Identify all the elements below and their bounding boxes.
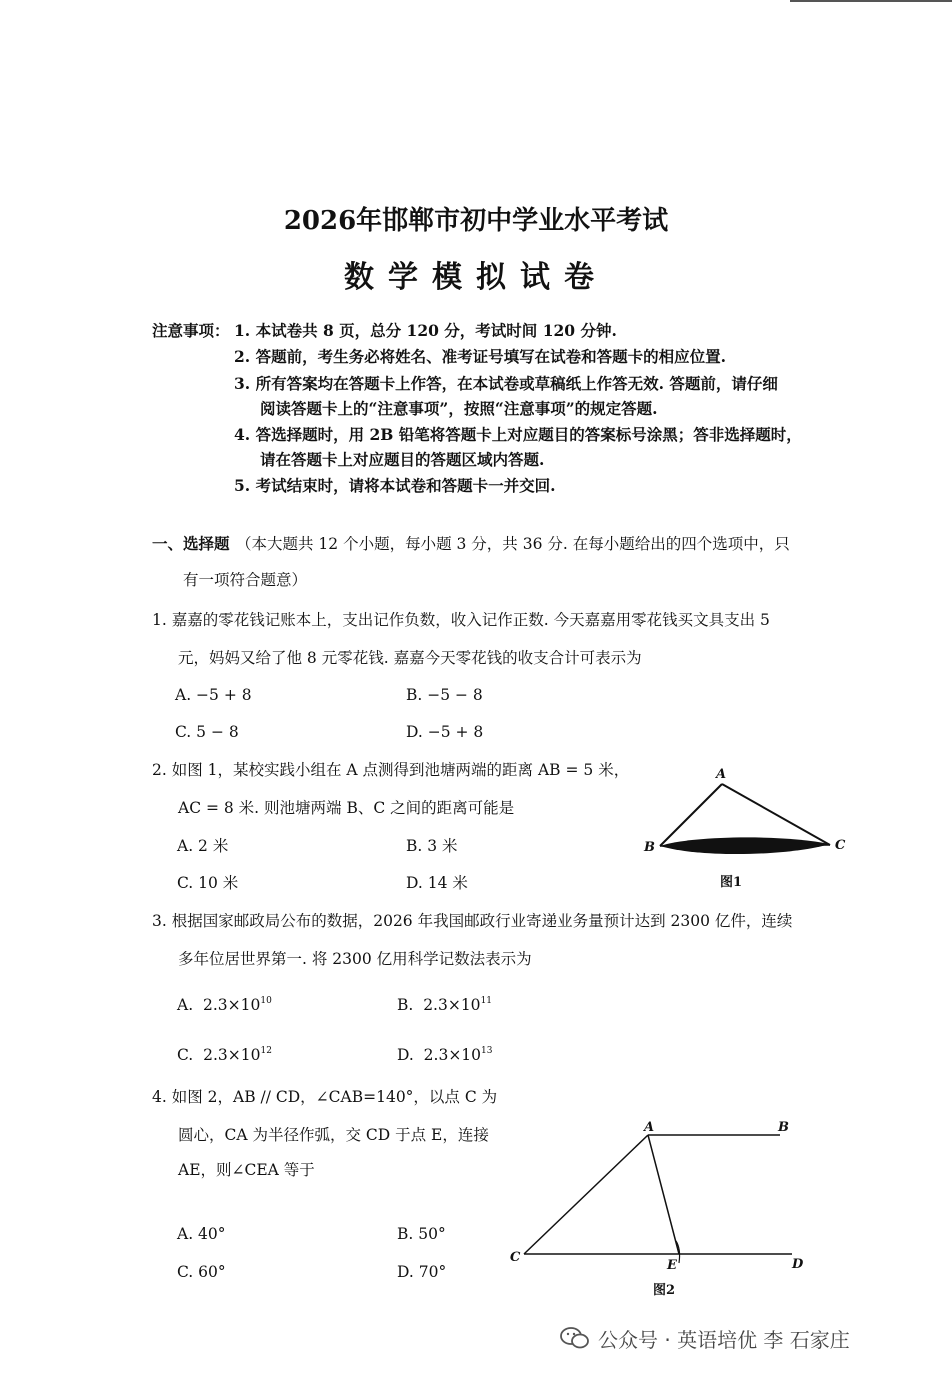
watermark-text: 公众号 · 英语培优 李 石家庄 bbox=[598, 1327, 850, 1352]
question-1-line: 1. 嘉嘉的零花钱记账本上，支出记作负数，收入记作正数. 今天嘉嘉用零花钱买文具支出 5 bbox=[152, 611, 770, 629]
notes-item: 4. 答选择题时，用 2B 铅笔将答题卡上对应题目的答案标号涂黑；答非选择题时， bbox=[234, 425, 802, 444]
figure-2-caption: 图2 bbox=[653, 1283, 676, 1298]
notes-item: 请在答题卡上对应题目的答题区域内答题. bbox=[260, 450, 545, 469]
figure-2-diagram bbox=[500, 1115, 820, 1275]
notes-item: 3. 所有答案均在答题卡上作答，在本试卷或草稿纸上作答无效. 答题前，请仔细 bbox=[234, 374, 778, 393]
label-a: A bbox=[644, 1120, 655, 1135]
exam-title: 2026年邯郸市初中学业水平考试 bbox=[283, 206, 669, 236]
q3-option-b: B. $2.3\times 10^{11}$ bbox=[397, 996, 493, 1014]
q2-option-c: C. 10 米 bbox=[177, 874, 239, 892]
label-d: D bbox=[792, 1257, 804, 1272]
question-4-line: 4. 如图 2，AB // CD，∠CAB=140°，以点 C 为 bbox=[152, 1088, 498, 1106]
q1-option-d: D. −5 + 8 bbox=[406, 723, 484, 741]
notes-item: 1. 本试卷共 8 页，总分 120 分，考试时间 120 分钟. bbox=[234, 321, 617, 340]
section-heading: 一、选择题 bbox=[152, 534, 230, 553]
question-3-line: 3. 根据国家邮政局公布的数据，2026 年我国邮政行业寄递业务量预计达到 2300 亿件，连续 bbox=[152, 912, 793, 930]
label-c: C bbox=[510, 1250, 521, 1265]
question-2-line: 2. 如图 1，某校实践小组在 A 点测得到池塘两端的距离 AB = 5 米， bbox=[152, 761, 630, 779]
question-2-line: AC = 8 米. 则池塘两端 B、C 之间的距离可能是 bbox=[178, 799, 515, 817]
notes-item: 5. 考试结束时，请将本试卷和答题卡一并交回. bbox=[234, 476, 556, 495]
watermark bbox=[560, 1323, 850, 1353]
q4-option-b: B. 50° bbox=[397, 1225, 446, 1243]
notes-item: 阅读答题卡上的“注意事项”，按照“注意事项”的规定答题. bbox=[260, 399, 658, 418]
q3-option-d: D. $2.3\times 10^{13}$ bbox=[397, 1046, 493, 1064]
q4-option-d: D. 70° bbox=[397, 1263, 447, 1281]
q3-option-a: A. $2.3\times 10^{10}$ bbox=[177, 996, 272, 1014]
q4-option-a: A. 40° bbox=[177, 1225, 226, 1243]
q4-option-c: C. 60° bbox=[177, 1263, 226, 1281]
label-c: C bbox=[835, 838, 846, 853]
label-b: B bbox=[644, 840, 655, 855]
question-3-line: 多年位居世界第一. 将 2300 亿用科学记数法表示为 bbox=[178, 950, 532, 968]
q1-option-c: C. 5 − 8 bbox=[175, 723, 239, 741]
question-1-line: 元，妈妈又给了他 8 元零花钱. 嘉嘉今天零花钱的收支合计可表示为 bbox=[178, 649, 642, 667]
q1-option-a: A. −5 + 8 bbox=[175, 686, 252, 704]
segment-ae bbox=[648, 1135, 679, 1254]
q2-option-a: A. 2 米 bbox=[177, 837, 229, 855]
q2-option-b: B. 3 米 bbox=[406, 837, 458, 855]
label-a: A bbox=[716, 767, 727, 782]
wechat-icon bbox=[560, 1326, 590, 1350]
scan-edge-line bbox=[790, 0, 952, 2]
notes-label: 注意事项： bbox=[152, 321, 230, 340]
q3-option-c: C. $2.3\times 10^{12}$ bbox=[177, 1046, 272, 1064]
q2-option-d: D. 14 米 bbox=[406, 874, 468, 892]
segment-ac bbox=[722, 784, 830, 845]
segment-ab bbox=[660, 784, 722, 846]
section-desc: （本大题共 12 个小题，每小题 3 分，共 36 分. 在每小题给出的四个选项中，只 bbox=[236, 535, 790, 553]
pond-shape bbox=[660, 837, 830, 854]
q1-option-b: B. −5 − 8 bbox=[406, 686, 483, 704]
exam-subtitle: 数学模拟试卷 bbox=[344, 260, 608, 295]
notes-item: 2. 答题前，考生务必将姓名、准考证号填写在试卷和答题卡的相应位置. bbox=[234, 347, 726, 366]
question-4-line: 圆心，CA 为半径作弧，交 CD 于点 E，连接 bbox=[178, 1126, 489, 1144]
label-e: E bbox=[667, 1258, 677, 1273]
label-b: B bbox=[778, 1120, 789, 1135]
figure-1-caption: 图1 bbox=[720, 875, 743, 890]
section-desc: 有一项符合题意） bbox=[183, 571, 308, 589]
segment-ca bbox=[524, 1135, 648, 1254]
question-4-line: AE，则∠CEA 等于 bbox=[178, 1161, 315, 1179]
figure-1-triangle bbox=[630, 760, 860, 870]
